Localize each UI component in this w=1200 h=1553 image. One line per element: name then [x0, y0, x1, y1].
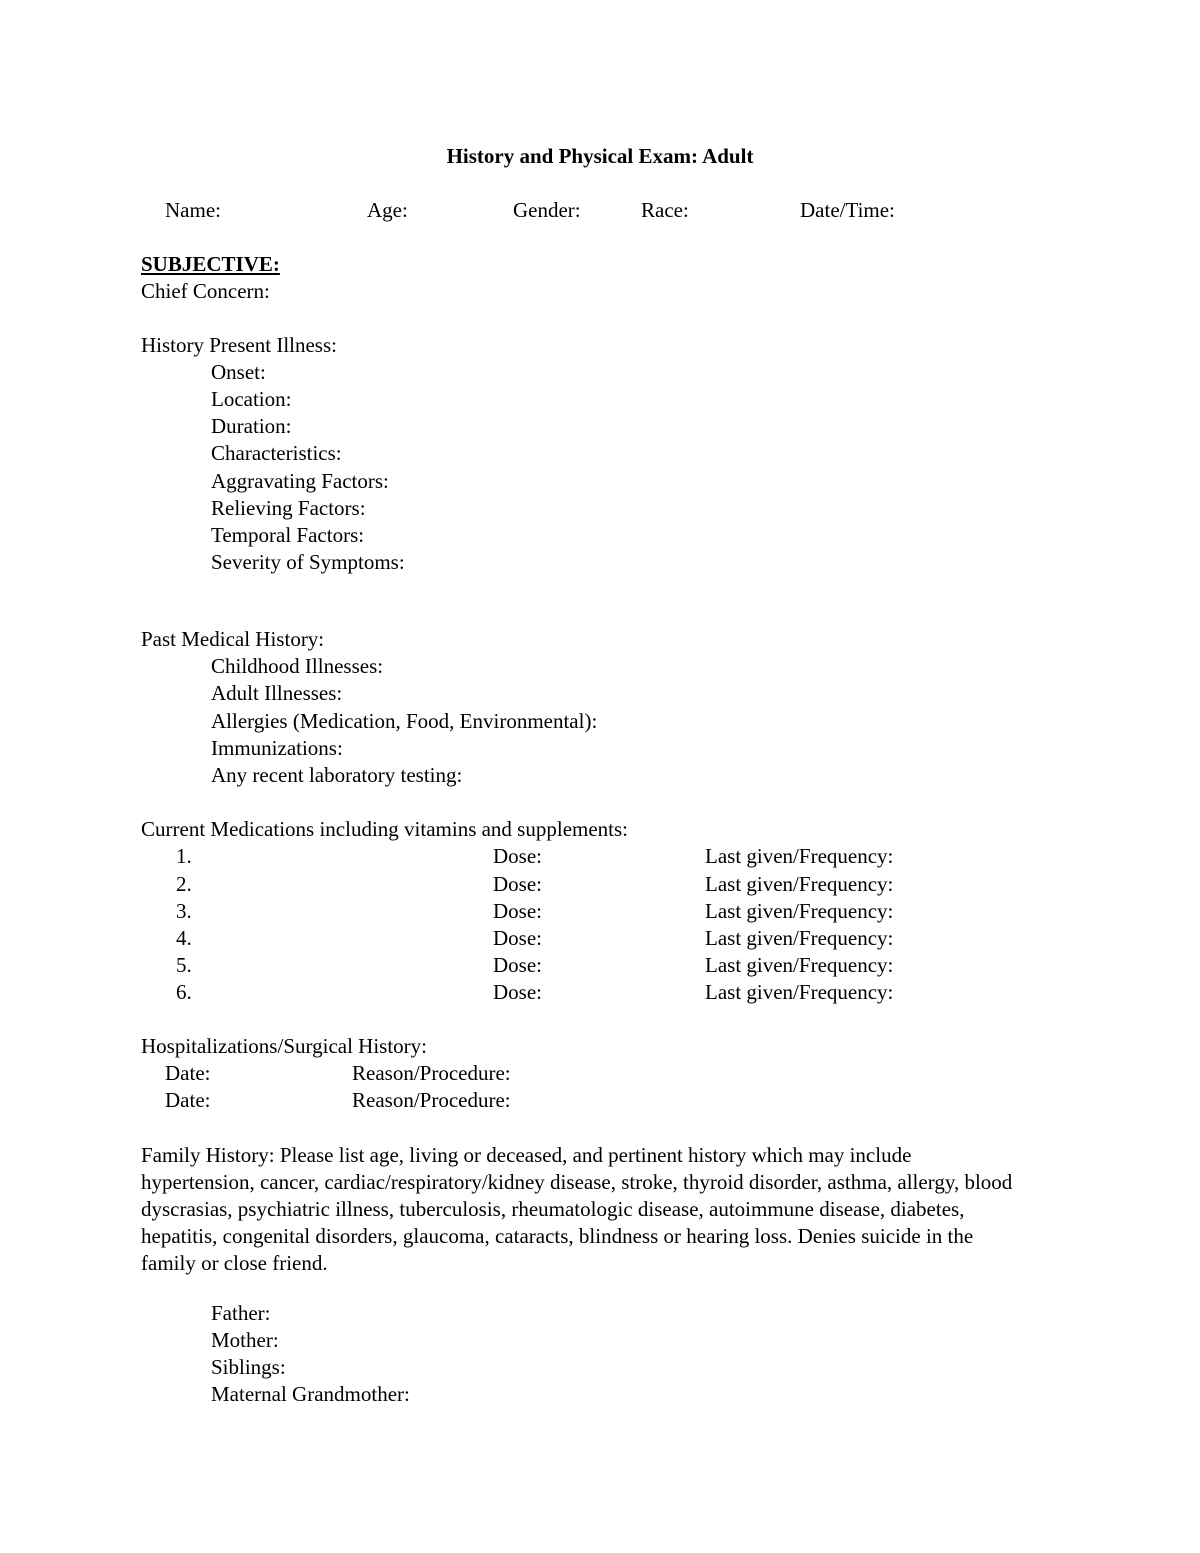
hpi-label: History Present Illness:	[141, 333, 337, 357]
family-history-paragraph: Family History: Please list age, living or deceased, and pertinent history which may include hypertension, cancer, cardiac/respiratory/kidney disease, stroke, thyroid disorder, asthma, allergy, blood dyscrasias, psychiatric illness, tuberculosis, rheumatologic disease, autoimmune disease, diabetes, hepatitis, congenital disorders, glaucoma, cataracts, blindness or hearing loss. Denies suicide in the family or close friend.	[141, 1143, 1013, 1275]
gender-label: Gender:	[513, 198, 581, 222]
medication-number: 1.	[176, 844, 192, 868]
age-label: Age:	[367, 198, 408, 222]
medication-last-given-label: Last given/Frequency:	[705, 926, 894, 950]
pmh-label: Past Medical History:	[141, 627, 325, 651]
hospitalization-date-label: Date:	[165, 1088, 211, 1112]
pmh-item: Allergies (Medication, Food, Environmental):	[211, 709, 598, 733]
hospitalization-reason-label: Reason/Procedure:	[352, 1061, 511, 1085]
hpi-item: Relieving Factors:	[211, 496, 366, 520]
medications-label: Current Medications including vitamins and supplements:	[141, 817, 629, 841]
medication-dose-label: Dose:	[493, 953, 542, 977]
medication-number: 3.	[176, 899, 192, 923]
hpi-item: Duration:	[211, 414, 292, 438]
hpi-item: Onset:	[211, 360, 266, 384]
family-member-label: Siblings:	[211, 1355, 286, 1379]
hospitalizations-label: Hospitalizations/Surgical History:	[141, 1034, 428, 1058]
medication-last-given-label: Last given/Frequency:	[705, 953, 894, 977]
pmh-item: Childhood Illnesses:	[211, 654, 384, 678]
family-member-label: Father:	[211, 1301, 271, 1325]
pmh-item: Immunizations:	[211, 736, 343, 760]
medication-last-given-label: Last given/Frequency:	[705, 872, 894, 896]
medication-dose-label: Dose:	[493, 980, 542, 1004]
medication-last-given-label: Last given/Frequency:	[705, 844, 894, 868]
family-member-label: Mother:	[211, 1328, 279, 1352]
medication-dose-label: Dose:	[493, 899, 542, 923]
hpi-item: Characteristics:	[211, 441, 342, 465]
medication-number: 5.	[176, 953, 192, 977]
document-title: History and Physical Exam: Adult	[446, 144, 754, 168]
hpi-item: Aggravating Factors:	[211, 469, 389, 493]
datetime-label: Date/Time:	[800, 198, 895, 222]
pmh-item: Any recent laboratory testing:	[211, 763, 463, 787]
family-member-label: Maternal Grandmother:	[211, 1382, 410, 1406]
medication-last-given-label: Last given/Frequency:	[705, 899, 894, 923]
hpi-item: Severity of Symptoms:	[211, 550, 405, 574]
subjective-heading: SUBJECTIVE:	[141, 252, 280, 276]
medication-dose-label: Dose:	[493, 872, 542, 896]
medication-dose-label: Dose:	[493, 926, 542, 950]
medication-number: 4.	[176, 926, 192, 950]
chief-concern-label: Chief Concern:	[141, 279, 270, 303]
hpi-item: Temporal Factors:	[211, 523, 365, 547]
hospitalization-reason-label: Reason/Procedure:	[352, 1088, 511, 1112]
pmh-item: Adult Illnesses:	[211, 681, 343, 705]
medication-number: 6.	[176, 980, 192, 1004]
hospitalization-date-label: Date:	[165, 1061, 211, 1085]
hpi-item: Location:	[211, 387, 292, 411]
medication-dose-label: Dose:	[493, 844, 542, 868]
name-label: Name:	[165, 198, 221, 222]
medication-last-given-label: Last given/Frequency:	[705, 980, 894, 1004]
race-label: Race:	[641, 198, 689, 222]
medication-number: 2.	[176, 872, 192, 896]
